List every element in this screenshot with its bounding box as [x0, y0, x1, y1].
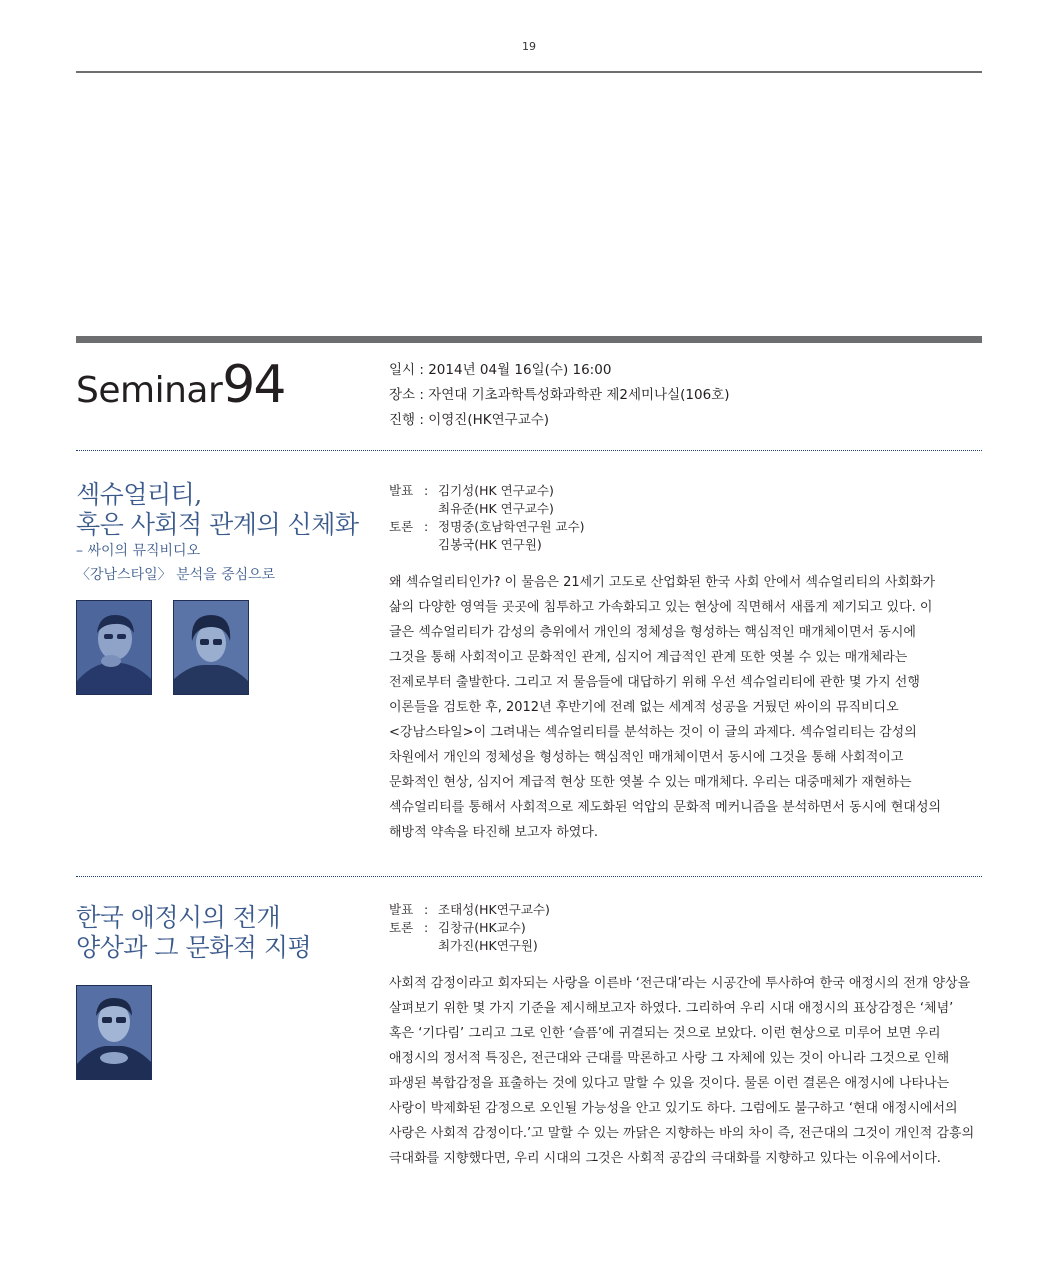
- talk-1-participants: [389, 482, 585, 554]
- divider-2: [76, 876, 982, 877]
- talk-2-title-line: 한국 애정시의 전개: [76, 903, 281, 932]
- abstract-line: 그것을 통해 사회적이고 문화적인 관계, 심지어 계급적인 관계 또한 엿볼 수 있는 매개체라는: [389, 650, 908, 665]
- header-rule: [76, 71, 982, 73]
- discussant-row: 토론 : 정명중(호남학연구원 교수) 김봉국(HK 연구원): [389, 519, 585, 552]
- speaker-photo-3: [76, 985, 152, 1080]
- abstract-line: 섹슈얼리티를 통해서 사회적으로 제도화된 억압의 문화적 메커니즘을 분석하면서 동시에 현대성의: [389, 800, 942, 815]
- abstract-line: 삶의 다양한 영역들 곳곳에 침투하고 가속화되고 있는 현상에 직면해서 새롭게 제기되고 있다. 이: [389, 600, 933, 615]
- discussant-name: 김창규(HK교수): [438, 920, 526, 935]
- discussant-row: 토론 : 김창규(HK교수) 최가진(HK연구원): [389, 920, 538, 953]
- talk-2-title: [76, 903, 311, 963]
- talk-1-title-line: 혹은 사회적 관계의 신체화: [76, 510, 359, 539]
- abstract-line: 이론들을 검토한 후, 2012년 후반기에 전례 없는 세계적 성공을 거뒀던 싸이의 뮤직비디오: [389, 700, 899, 715]
- speaker-photo-1: [76, 600, 152, 695]
- talk-2-participants: [389, 901, 550, 955]
- seminar-label: Seminar: [76, 370, 223, 411]
- section-rule: [76, 336, 982, 343]
- abstract-line: 사랑은 사회적 감정이다.’고 말할 수 있는 까닭은 지향하는 바의 차이 즉, 전근대의 그것이 개인적 감흥의: [389, 1126, 975, 1141]
- role-label: 토론: [389, 920, 414, 935]
- presenter-name: 최유준(HK 연구교수): [438, 501, 554, 516]
- abstract-line: 파생된 복합감정을 표출하는 것에 있다고 말할 수 있을 것이다. 물론 이런 결론은 애정시에 나타나는: [389, 1076, 950, 1091]
- role-label: 발표: [389, 902, 414, 917]
- abstract-line: 해방적 약속을 타진해 보고자 하였다.: [389, 825, 599, 840]
- presenter-row: 발표 : 조태성(HK연구교수): [389, 902, 550, 917]
- seminar-date: 일시 : 2014년 04월 16일(수) 16:00: [389, 362, 612, 378]
- abstract-line: 사회적 감정이라고 회자되는 사랑을 이른바 ‘전근대’라는 시공간에 투사하여 한국 애정시의 전개 양상을: [389, 976, 971, 991]
- abstract-line: 문화적인 현상, 심지어 계급적 현상 또한 엿볼 수 있는 매개체다. 우리는 대중매체가 재현하는: [389, 775, 912, 790]
- person-silhouette-icon: [174, 601, 248, 694]
- abstract-line: 왜 섹슈얼리티인가? 이 물음은 21세기 고도로 산업화된 한국 사회 안에서 섹슈얼리티의 사회화가: [389, 575, 936, 590]
- seminar-info: [389, 358, 729, 433]
- discussant-name: 정명중(호남학연구원 교수): [438, 519, 585, 534]
- seminar-number: 94: [222, 355, 285, 415]
- abstract-line: <강남스타일>이 그려내는 섹슈얼리티를 분석하는 것이 이 글의 과제다. 섹슈얼리티는 감성의: [389, 725, 917, 740]
- abstract-line: 사랑이 박제화된 감정으로 오인될 가능성을 안고 있기도 하다. 그럼에도 불구하고 ‘현대 애정시에서의: [389, 1101, 958, 1116]
- seminar-title: [76, 355, 284, 415]
- presenter-row: 발표 : 김기성(HK 연구교수) 최유준(HK 연구교수): [389, 483, 554, 516]
- talk-1-subtitle: [76, 539, 275, 587]
- abstract-line: 살펴보기 위한 몇 가지 기준을 제시해보고자 하였다. 그리하여 우리 시대 애정시의 표상감정은 ‘체념’: [389, 1001, 954, 1016]
- abstract-line: 극대화를 지향했다면, 우리 시대의 그것은 사회적 공감의 극대화를 지향하고 있다는 이유에서이다.: [389, 1151, 941, 1166]
- talk-2-title-line: 양상과 그 문화적 지평: [76, 933, 312, 962]
- abstract-line: 혹은 ‘기다림’ 그리고 그로 인한 ‘슬픔’에 귀결되는 것으로 보았다. 이런 현상으로 미루어 보면 우리: [389, 1026, 941, 1041]
- person-silhouette-icon: [77, 601, 151, 694]
- talk-1-title-line: 섹슈얼리티,: [76, 480, 202, 509]
- talk-1-title: [76, 480, 359, 540]
- presenter-name: 조태성(HK연구교수): [438, 902, 550, 917]
- discussant-name: 최가진(HK연구원): [438, 938, 538, 953]
- talk-1-subtitle-line: 〈강남스타일〉 분석을 중심으로: [76, 567, 276, 583]
- abstract-line: 글은 섹슈얼리티가 감성의 층위에서 개인의 정체성을 형성하는 핵심적인 매개체이면서 동시에: [389, 625, 916, 640]
- discussant-name: 김봉국(HK 연구원): [438, 537, 542, 552]
- divider-1: [76, 450, 982, 451]
- person-silhouette-icon: [77, 986, 151, 1079]
- presenter-name: 김기성(HK 연구교수): [438, 483, 554, 498]
- talk-2-abstract: [389, 971, 989, 1171]
- talk-1-subtitle-line: – 싸이의 뮤직비디오: [76, 543, 201, 559]
- speaker-photo-2: [173, 600, 249, 695]
- page-number: 19: [522, 40, 536, 53]
- seminar-venue: 장소 : 자연대 기초과학특성화과학관 제2세미나실(106호): [389, 387, 730, 403]
- role-label: 토론: [389, 519, 414, 534]
- abstract-line: 애정시의 정서적 특징은, 전근대와 근대를 막론하고 사랑 그 자체에 있는 것이 아니라 그것으로 인해: [389, 1051, 950, 1066]
- seminar-host: 진행 : 이영진(HK연구교수): [389, 412, 550, 428]
- role-label: 발표: [389, 483, 414, 498]
- abstract-line: 차원에서 개인의 정체성을 형성하는 핵심적인 매개체이면서 동시에 그것을 통해 사회적이고: [389, 750, 904, 765]
- abstract-line: 전제로부터 출발한다. 그리고 저 물음들에 대답하기 위해 우선 섹슈얼리티에 관한 몇 가지 선행: [389, 675, 920, 690]
- talk-1-abstract: [389, 570, 989, 845]
